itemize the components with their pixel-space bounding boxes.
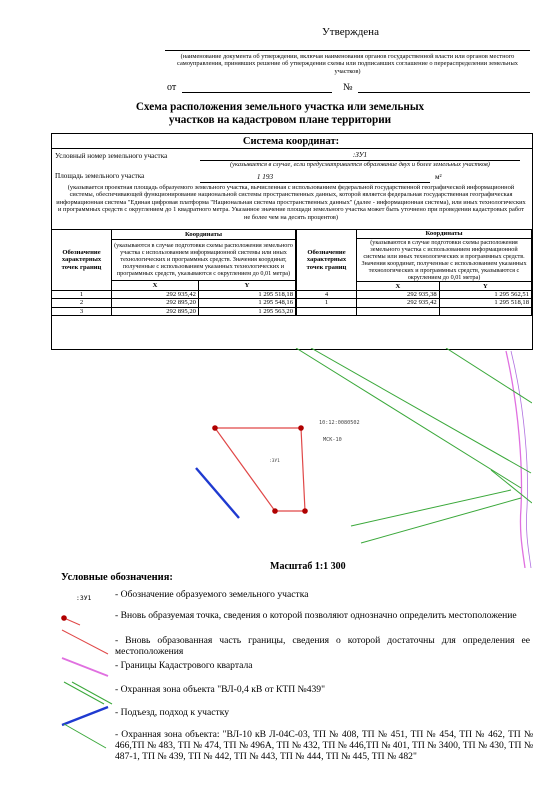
quarter-label: 10:12:0080502 <box>319 420 360 426</box>
boundary-point <box>272 508 278 514</box>
cadastral-map <box>51 348 532 568</box>
legend-item: - Охранная зона объекта: "ВЛ-10 кВ Л-04С-03, ТП № 408, ТП № 451, ТП № 454, ТП № 462, ТП № 466,ТП № 483, ТП № 474, ТП № 496А, ТП № 432, ТП № 446,ТП № 401, ТП № 3400, ТП № 430, ТП № 487-1, ТП № 439, ТП № 442, ТП № 443, ТП № 444, ТП № 445, ТП № 482" <box>115 729 533 762</box>
coords-note: (указываются в случае подготовки схемы расположения земельного участка с использованием информационной системы или иных технологических и программных средств. Значения координат, полученные с использованием указанных технологических и программных средств, указываются с округлением до 0,01 метра) <box>112 239 296 281</box>
point-header: Обозначение характерных точек границ <box>297 230 357 291</box>
approval-doc-line <box>165 50 530 51</box>
plot-number-value: :ЗУ1 <box>352 151 368 159</box>
plot-label: :ЗУ1 <box>269 459 280 464</box>
approval-note: (наименование документа об утверждении, включая наименования органов государственной власти или органов местного самоуправления, принявших решение об утверждении схемы или подписавших соглашение о перераспределении земельных участков) <box>177 53 518 75</box>
table-row: 3 292 895,20 1 295 563,20 <box>52 307 296 315</box>
access-arrow <box>196 468 239 518</box>
legend-title: Условные обозначения: <box>61 572 173 583</box>
divider <box>51 148 532 149</box>
area-unit: м² <box>435 173 442 181</box>
new-point-icon <box>58 610 88 630</box>
power-zone-line <box>446 348 532 403</box>
map-scale: Масштаб 1:1 300 <box>270 561 346 572</box>
legend-item: - Обозначение образуемого земельного участка <box>115 589 309 600</box>
doc-title-line2: участков на кадастровом плане территории <box>168 114 392 126</box>
area-value: 1 193 <box>256 173 274 181</box>
coords-table-right <box>296 229 532 316</box>
coord-system-title: Система координат: <box>242 136 340 147</box>
boundary-point <box>302 508 308 514</box>
legend-item: - Вновь образованная часть границы, сведения о которой достаточны для определения ее местоположения <box>115 635 530 657</box>
plot-number-note: (указывается в случае, если предусматривается образование двух и более земельных участков) <box>230 161 490 168</box>
coords-note: (указываются в случае подготовки схемы расположения земельного участка с использованием информационной системы или иных технологических и программных средств. Значения координат, полученные с использованием указанных технологических и программных средств, указываются с округлением до 0,01 метра) <box>357 238 532 282</box>
point-header: Обозначение характерных точек границ <box>52 230 112 291</box>
quarter-boundary-icon <box>58 656 113 680</box>
table-row: 2 292 895,20 1 295 548,16 <box>52 299 296 307</box>
x-header: X <box>112 281 199 291</box>
legend-item: - Вновь образуемая точка, сведения о которой позволяют однозначно определить местоположение <box>115 610 517 621</box>
zone-label: МСК-10 <box>323 437 342 443</box>
power-line-zone-icon <box>58 722 113 752</box>
date-line <box>182 92 332 93</box>
doc-title-line1: Схема расположения земельного участка или земельных <box>135 101 425 113</box>
y-header: Y <box>439 282 531 291</box>
plot-boundary <box>215 428 305 511</box>
power-zone-line <box>361 498 521 543</box>
from-label: от <box>167 82 177 93</box>
coords-header: Координаты <box>112 230 296 240</box>
coords-table-left <box>51 229 296 316</box>
table-row: 4 292 935,38 1 295 562,51 <box>297 291 532 299</box>
table-row: 1 292 935,42 1 295 518,18 <box>297 299 532 307</box>
legend-item: - Подъезд, подход к участку <box>115 707 230 718</box>
quarter-boundary-line <box>506 351 525 568</box>
area-note: (указывается проектная площадь образуемого земельного участка, вычисленная с использованием федеральной государственной географической информационной системы, обеспечивающей функционирование национальной системы пространственных данных, которой является федеральная государственная географическая информационная система "Единая цифровая платформа "Национальная система пространственных данных" (далее - информационная система), или иных технологических и программных средств с округлением до 1 квадратного метра. Указанное значение площади земельного участка может быть уточнено при проведении кадастровых работ не более чем на десять процентов) <box>56 184 526 221</box>
y-header: Y <box>198 281 295 291</box>
legend-sample-label: :ЗУ1 <box>76 594 92 602</box>
legend-item: - Границы Кадастрового квартала <box>115 660 253 671</box>
number-label: № <box>343 82 353 93</box>
legend-item: - Охранная зона объекта "ВЛ-0,4 кВ от КТП №439" <box>115 684 325 695</box>
plot-number-label: Условный номер земельного участка <box>55 152 168 160</box>
coords-header: Координаты <box>357 230 532 239</box>
area-label: Площадь земельного участка <box>55 172 145 180</box>
approved-label: Утверждена <box>322 26 379 38</box>
boundary-point <box>212 425 218 431</box>
power-zone-line <box>491 470 532 503</box>
table-row: 1 292 935,42 1 295 518,18 <box>52 291 296 299</box>
x-header: X <box>357 282 440 291</box>
power-zone-line <box>311 348 531 473</box>
new-boundary-icon <box>58 628 113 656</box>
power-zone-line <box>296 348 521 488</box>
boundary-point <box>298 425 304 431</box>
number-line <box>358 92 530 93</box>
